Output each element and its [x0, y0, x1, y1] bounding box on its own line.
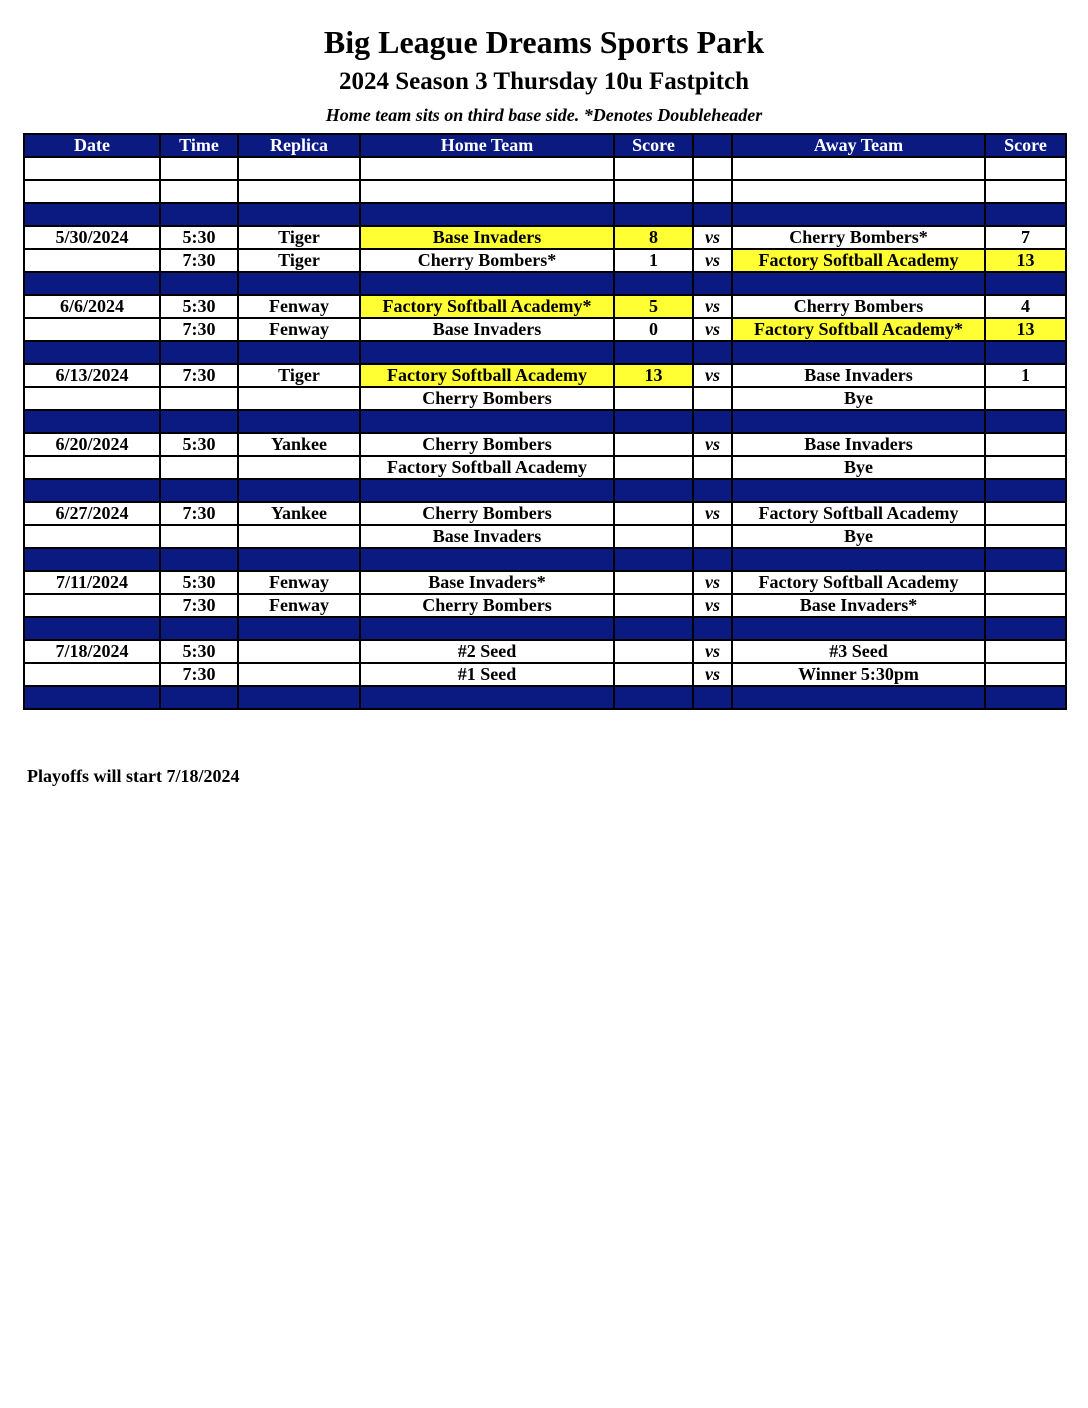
table-row	[24, 571, 1066, 594]
cell-away-team: Factory Softball Academy	[732, 502, 985, 525]
cell-vs	[693, 686, 732, 709]
col-header-home-team: Home Team	[360, 134, 614, 157]
cell-time: 5:30	[160, 433, 238, 456]
cell-away-score	[985, 203, 1066, 226]
cell-away-team	[732, 203, 985, 226]
cell-home-team	[360, 617, 614, 640]
cell-home-score: 5	[614, 295, 693, 318]
cell-away-team	[732, 272, 985, 295]
cell-vs	[693, 203, 732, 226]
cell-time: 7:30	[160, 364, 238, 387]
cell-replica	[238, 387, 360, 410]
cell-replica	[238, 525, 360, 548]
cell-away-score	[985, 594, 1066, 617]
cell-time	[160, 617, 238, 640]
cell-home-score	[614, 640, 693, 663]
cell-replica: Fenway	[238, 318, 360, 341]
cell-home-team: Cherry Bombers	[360, 594, 614, 617]
cell-replica: Fenway	[238, 594, 360, 617]
cell-home-team	[360, 686, 614, 709]
cell-away-score	[985, 387, 1066, 410]
table-row	[24, 387, 1066, 410]
table-row	[24, 640, 1066, 663]
cell-home-score	[614, 571, 693, 594]
cell-time: 5:30	[160, 295, 238, 318]
cell-home-score	[614, 663, 693, 686]
cell-away-score: 1	[985, 364, 1066, 387]
cell-home-team: Base Invaders	[360, 318, 614, 341]
table-header-row	[24, 134, 1066, 157]
cell-time	[160, 410, 238, 433]
cell-away-score: 7	[985, 226, 1066, 249]
cell-home-team	[360, 203, 614, 226]
cell-time	[160, 525, 238, 548]
cell-away-score	[985, 502, 1066, 525]
cell-away-score	[985, 617, 1066, 640]
table-row	[24, 594, 1066, 617]
cell-away-team: Bye	[732, 456, 985, 479]
cell-away-team: Bye	[732, 387, 985, 410]
col-header-date: Date	[24, 134, 160, 157]
cell-replica: Fenway	[238, 295, 360, 318]
cell-date	[24, 341, 160, 364]
cell-date	[24, 249, 160, 272]
cell-home-score: 8	[614, 226, 693, 249]
cell-home-team: Factory Softball Academy	[360, 364, 614, 387]
cell-time	[160, 272, 238, 295]
cell-replica	[238, 686, 360, 709]
cell-away-team	[732, 341, 985, 364]
table-row	[24, 502, 1066, 525]
cell-replica: Tiger	[238, 226, 360, 249]
cell-vs: vs	[693, 571, 732, 594]
cell-home-team: Base Invaders	[360, 226, 614, 249]
cell-home-score	[614, 548, 693, 571]
cell-replica: Tiger	[238, 249, 360, 272]
cell-home-team: Cherry Bombers	[360, 387, 614, 410]
cell-away-score	[985, 686, 1066, 709]
cell-away-score: 4	[985, 295, 1066, 318]
cell-away-team: Cherry Bombers	[732, 295, 985, 318]
table-row	[24, 525, 1066, 548]
separator-row	[24, 341, 1066, 364]
cell-time	[160, 157, 238, 180]
cell-home-score	[614, 686, 693, 709]
cell-vs	[693, 479, 732, 502]
cell-vs	[693, 548, 732, 571]
cell-home-score: 0	[614, 318, 693, 341]
cell-home-team	[360, 157, 614, 180]
cell-home-score	[614, 341, 693, 364]
cell-away-score	[985, 640, 1066, 663]
cell-replica	[238, 479, 360, 502]
cell-away-team: Factory Softball Academy	[732, 249, 985, 272]
cell-time: 7:30	[160, 594, 238, 617]
cell-replica	[238, 410, 360, 433]
cell-home-team: Cherry Bombers	[360, 502, 614, 525]
cell-away-score	[985, 341, 1066, 364]
cell-vs	[693, 410, 732, 433]
cell-vs: vs	[693, 640, 732, 663]
cell-time: 5:30	[160, 640, 238, 663]
col-header-time: Time	[160, 134, 238, 157]
cell-home-score	[614, 525, 693, 548]
cell-away-team: Factory Softball Academy	[732, 571, 985, 594]
cell-time	[160, 387, 238, 410]
col-header-replica: Replica	[238, 134, 360, 157]
cell-away-team: Factory Softball Academy*	[732, 318, 985, 341]
cell-time	[160, 479, 238, 502]
cell-home-team	[360, 272, 614, 295]
cell-replica	[238, 272, 360, 295]
cell-date	[24, 548, 160, 571]
separator-row	[24, 410, 1066, 433]
cell-date	[24, 479, 160, 502]
cell-away-team	[732, 548, 985, 571]
cell-date	[24, 617, 160, 640]
cell-date: 6/20/2024	[24, 433, 160, 456]
cell-vs: vs	[693, 663, 732, 686]
cell-home-team	[360, 180, 614, 203]
cell-away-team	[732, 617, 985, 640]
cell-home-score	[614, 272, 693, 295]
cell-away-score	[985, 571, 1066, 594]
page-subtitle: 2024 Season 3 Thursday 10u Fastpitch	[338, 68, 750, 95]
cell-away-score	[985, 157, 1066, 180]
cell-date	[24, 272, 160, 295]
cell-away-team	[732, 686, 985, 709]
cell-home-team: Factory Softball Academy	[360, 456, 614, 479]
cell-vs	[693, 617, 732, 640]
cell-away-score: 13	[985, 249, 1066, 272]
cell-time	[160, 341, 238, 364]
cell-vs	[693, 157, 732, 180]
cell-home-score	[614, 617, 693, 640]
table-row	[24, 433, 1066, 456]
cell-home-score: 13	[614, 364, 693, 387]
cell-vs: vs	[693, 433, 732, 456]
cell-away-score	[985, 525, 1066, 548]
cell-date	[24, 456, 160, 479]
cell-date: 7/11/2024	[24, 571, 160, 594]
schedule-body	[24, 157, 1066, 709]
cell-away-team: Base Invaders	[732, 364, 985, 387]
cell-vs	[693, 341, 732, 364]
cell-replica	[238, 456, 360, 479]
cell-date	[24, 525, 160, 548]
cell-replica	[238, 341, 360, 364]
cell-home-score	[614, 387, 693, 410]
cell-time	[160, 180, 238, 203]
cell-time	[160, 203, 238, 226]
cell-away-team: Base Invaders*	[732, 594, 985, 617]
separator-row	[24, 203, 1066, 226]
cell-home-score	[614, 479, 693, 502]
cell-away-score	[985, 548, 1066, 571]
separator-row	[24, 617, 1066, 640]
col-header-away-team: Away Team	[732, 134, 985, 157]
cell-vs	[693, 180, 732, 203]
table-row	[24, 226, 1066, 249]
cell-date: 6/27/2024	[24, 502, 160, 525]
cell-away-score	[985, 479, 1066, 502]
cell-home-score	[614, 180, 693, 203]
cell-time: 7:30	[160, 502, 238, 525]
cell-away-team: Winner 5:30pm	[732, 663, 985, 686]
cell-home-team: #1 Seed	[360, 663, 614, 686]
cell-time: 7:30	[160, 249, 238, 272]
cell-replica	[238, 663, 360, 686]
cell-replica: Yankee	[238, 433, 360, 456]
cell-time	[160, 686, 238, 709]
cell-home-team	[360, 479, 614, 502]
cell-date	[24, 318, 160, 341]
cell-replica	[238, 617, 360, 640]
cell-vs: vs	[693, 295, 732, 318]
cell-time	[160, 548, 238, 571]
page-note: Home team sits on third base side. *Denotes Doubleheader	[325, 105, 763, 125]
cell-home-score	[614, 594, 693, 617]
table-row	[24, 456, 1066, 479]
cell-away-team: Base Invaders	[732, 433, 985, 456]
cell-home-score	[614, 502, 693, 525]
cell-date	[24, 663, 160, 686]
cell-date	[24, 410, 160, 433]
cell-away-team: #3 Seed	[732, 640, 985, 663]
cell-date: 5/30/2024	[24, 226, 160, 249]
cell-away-score	[985, 180, 1066, 203]
cell-home-team: Factory Softball Academy*	[360, 295, 614, 318]
table-row	[24, 318, 1066, 341]
cell-home-team: Base Invaders	[360, 525, 614, 548]
cell-home-team	[360, 548, 614, 571]
cell-home-team: #2 Seed	[360, 640, 614, 663]
cell-away-score	[985, 433, 1066, 456]
cell-replica	[238, 203, 360, 226]
table-row	[24, 249, 1066, 272]
cell-home-score	[614, 157, 693, 180]
cell-home-score: 1	[614, 249, 693, 272]
cell-vs	[693, 272, 732, 295]
cell-vs: vs	[693, 594, 732, 617]
table-row	[24, 364, 1066, 387]
cell-home-team: Base Invaders*	[360, 571, 614, 594]
cell-replica	[238, 157, 360, 180]
cell-away-score	[985, 456, 1066, 479]
separator-row	[24, 272, 1066, 295]
cell-vs: vs	[693, 502, 732, 525]
separator-row	[24, 686, 1066, 709]
cell-date: 6/6/2024	[24, 295, 160, 318]
cell-date: 6/13/2024	[24, 364, 160, 387]
cell-away-score	[985, 272, 1066, 295]
cell-replica	[238, 548, 360, 571]
cell-vs	[693, 525, 732, 548]
cell-date	[24, 180, 160, 203]
cell-away-team: Bye	[732, 525, 985, 548]
cell-replica: Yankee	[238, 502, 360, 525]
cell-replica: Tiger	[238, 364, 360, 387]
cell-away-team	[732, 180, 985, 203]
cell-home-team: Cherry Bombers	[360, 433, 614, 456]
table-row	[24, 295, 1066, 318]
cell-time	[160, 456, 238, 479]
separator-row	[24, 479, 1066, 502]
cell-vs: vs	[693, 249, 732, 272]
cell-date	[24, 157, 160, 180]
cell-time: 5:30	[160, 226, 238, 249]
cell-replica	[238, 180, 360, 203]
cell-date	[24, 594, 160, 617]
page-title: Big League Dreams Sports Park	[323, 24, 765, 60]
col-header-away-score: Score	[985, 134, 1066, 157]
cell-away-team: Cherry Bombers*	[732, 226, 985, 249]
cell-time: 5:30	[160, 571, 238, 594]
cell-away-team	[732, 157, 985, 180]
cell-away-team	[732, 410, 985, 433]
cell-home-score	[614, 433, 693, 456]
cell-home-team	[360, 410, 614, 433]
cell-vs: vs	[693, 318, 732, 341]
cell-vs	[693, 456, 732, 479]
cell-away-score: 13	[985, 318, 1066, 341]
cell-time: 7:30	[160, 318, 238, 341]
cell-away-score	[985, 663, 1066, 686]
blank-row	[24, 157, 1066, 180]
cell-replica	[238, 640, 360, 663]
cell-vs: vs	[693, 364, 732, 387]
blank-row	[24, 180, 1066, 203]
cell-vs: vs	[693, 226, 732, 249]
cell-replica: Fenway	[238, 571, 360, 594]
col-header-vs	[693, 134, 732, 157]
schedule-table	[23, 133, 1067, 710]
separator-row	[24, 548, 1066, 571]
col-header-home-score: Score	[614, 134, 693, 157]
cell-home-team	[360, 341, 614, 364]
cell-date: 7/18/2024	[24, 640, 160, 663]
cell-home-team: Cherry Bombers*	[360, 249, 614, 272]
playoffs-note: Playoffs will start 7/18/2024	[27, 766, 240, 786]
cell-home-score	[614, 410, 693, 433]
cell-away-score	[985, 410, 1066, 433]
cell-home-score	[614, 456, 693, 479]
cell-date	[24, 203, 160, 226]
table-row	[24, 663, 1066, 686]
cell-home-score	[614, 203, 693, 226]
cell-date	[24, 387, 160, 410]
cell-away-team	[732, 479, 985, 502]
cell-time: 7:30	[160, 663, 238, 686]
cell-date	[24, 686, 160, 709]
cell-vs	[693, 387, 732, 410]
